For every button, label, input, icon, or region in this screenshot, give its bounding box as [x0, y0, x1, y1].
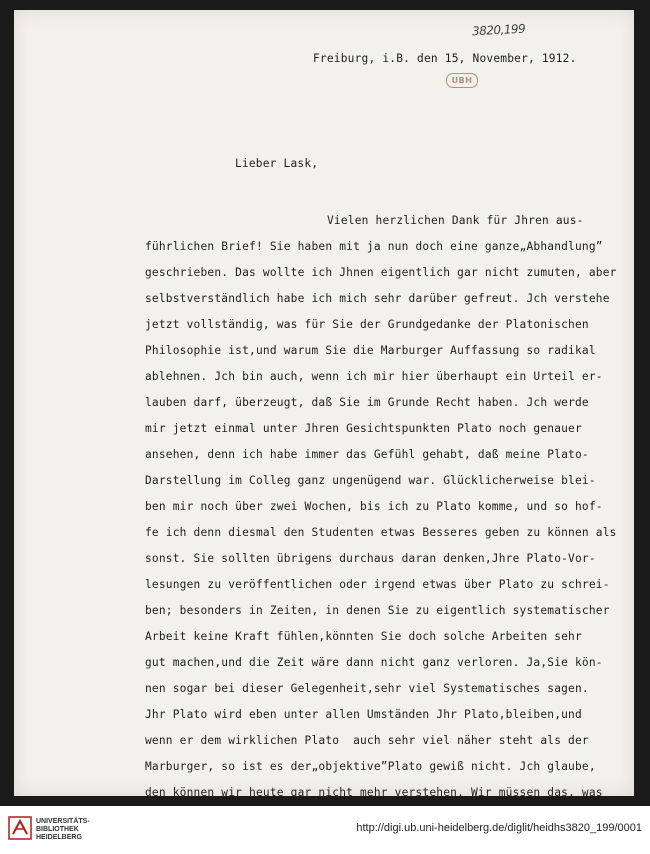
- logo-line: BIBLIOTHEK: [36, 826, 79, 833]
- body-line: wenn er dem wirklichen Plato auch sehr viel näher steht als der: [145, 734, 589, 747]
- archive-number: 3820,199: [471, 21, 526, 39]
- date-line: Freiburg, i.B. den 15, November, 1912.: [313, 52, 577, 65]
- body-line: führlichen Brief! Sie haben mit ja nun doch eine ganze„Abhandlung”: [145, 240, 603, 253]
- body-line: jetzt vollständig, was für Sie der Grundgedanke der Platonischen: [145, 318, 589, 331]
- body-line: ben; besonders in Zeiten, in denen Sie zu eigentlich systematischer: [145, 604, 610, 617]
- body-line: sonst. Sie sollten übrigens durchaus daran denken,Jhre Plato-Vor-: [145, 552, 596, 565]
- body-line: selbstverständlich habe ich mich sehr darüber gefreut. Jch verstehe: [145, 292, 610, 305]
- body-line: ablehnen. Jch bin auch, wenn ich mir hier überhaupt ein Urteil er-: [145, 370, 603, 383]
- body-line: den können wir heute gar nicht mehr verstehen. Wir müssen das, was: [145, 786, 603, 799]
- library-stamp: UBH: [446, 73, 478, 88]
- university-library-logo-icon: [8, 816, 32, 840]
- permalink-url[interactable]: http://digi.ub.uni-heidelberg.de/diglit/heidhs3820_199/0001: [356, 822, 642, 834]
- body-line: Marburger, so ist es der„objektive”Plato gewiß nicht. Jch glaube,: [145, 760, 596, 773]
- library-logo-text: [36, 818, 90, 842]
- salutation: Lieber Lask,: [235, 157, 319, 170]
- body-line: mir jetzt einmal unter Jhren Gesichtspunkten Plato noch genauer: [145, 422, 582, 435]
- body-line: Philosophie ist,und warum Sie die Marburger Auffassung so radikal: [145, 344, 596, 357]
- body-line: nen sogar bei dieser Gelegenheit,sehr viel Systematisches sagen.: [145, 682, 589, 695]
- logo-line: HEIDELBERG: [36, 834, 82, 841]
- body-line: gut machen,und die Zeit wäre dann nicht ganz verloren. Ja,Sie kön-: [145, 656, 603, 669]
- letter-page: [14, 10, 634, 799]
- body-line: geschrieben. Das wollte ich Jhnen eigentlich gar nicht zumuten, aber: [145, 266, 617, 279]
- viewer-footer: [0, 806, 650, 854]
- body-line: Arbeit keine Kraft fühlen,könnten Sie doch solche Arbeiten sehr: [145, 630, 582, 643]
- body-line: ansehen, denn ich habe immer das Gefühl gehabt, daß meine Plato-: [145, 448, 589, 461]
- body-line: Jhr Plato wird eben unter allen Umständen Jhr Plato,bleiben,und: [145, 708, 582, 721]
- body-line: ben mir noch über zwei Wochen, bis ich zu Plato komme, und so hof-: [145, 500, 603, 513]
- body-line: lesungen zu veröffentlichen oder irgend etwas über Plato zu schrei-: [145, 578, 610, 591]
- body-line: lauben darf, überzeugt, daß Sie im Grunde Recht haben. Jch werde: [145, 396, 589, 409]
- body-line: fe ich denn diesmal den Studenten etwas Besseres geben zu können als: [145, 526, 617, 539]
- body-line: Vielen herzlichen Dank für Jhren aus-: [327, 214, 584, 227]
- logo-line: UNIVERSITÄTS-: [36, 818, 90, 825]
- body-line: Darstellung im Colleg ganz ungenügend war. Glücklicherweise blei-: [145, 474, 596, 487]
